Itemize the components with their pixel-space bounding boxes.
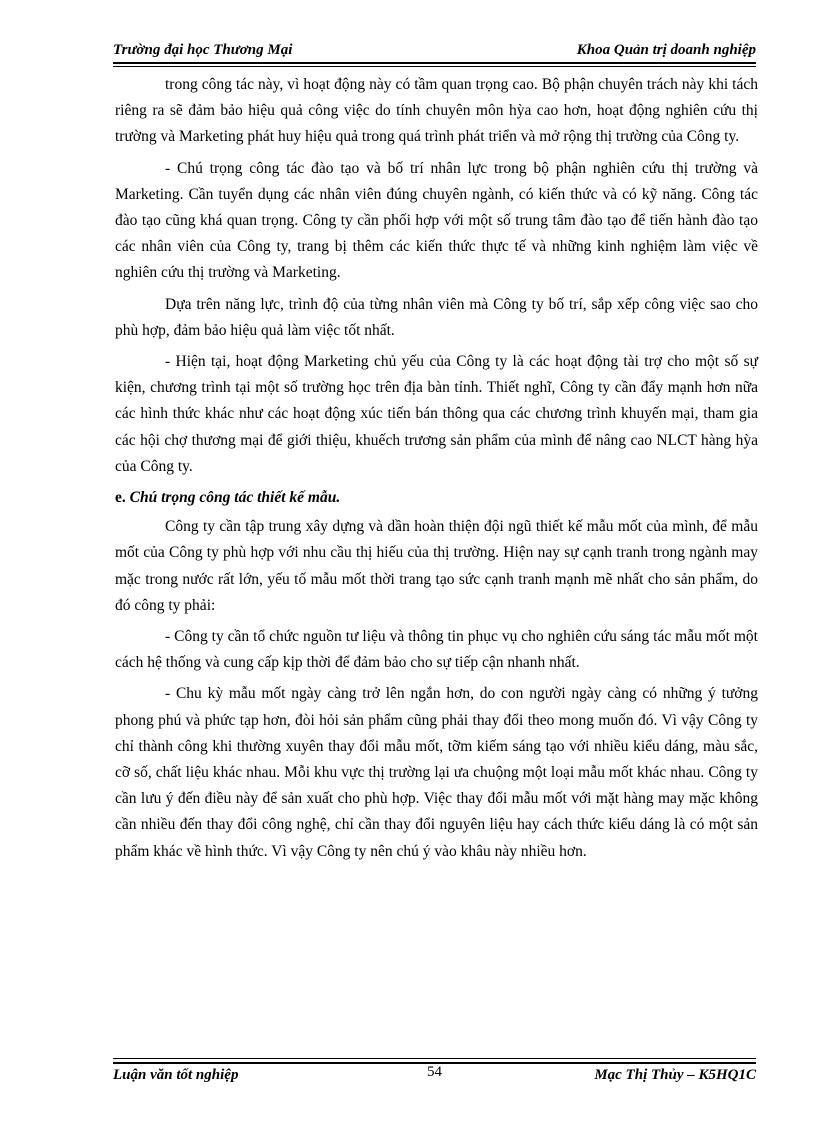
header-rule-thin (113, 66, 756, 67)
page-footer (113, 1058, 756, 1088)
page-header (113, 40, 756, 66)
paragraph-7: - Chu kỳ mẫu mốt ngày càng trở lên ngắn hơn, do con người ngày càng có những ý tưởng phong phú và phức tạp hơn, đòi hỏi sản phẩm cũng phải thay đổi theo mong muốn đó. Vì vậy Công ty chỉ thành công khi thường xuyên thay đổi mẫu mốt, tỡm kiếm sáng tạo với nhiều kiểu dáng, màu sắc, cỡ số, chất liệu khác nhau. Mỗi khu vực thị trường lại ưa chuộng một loại mẫu mốt khác nhau. Công ty cần lưu ý đến điều này để sản xuất cho phù hợp. Việc thay đổi mẫu mốt với mặt hàng may mặc không cần nhiều đến thay đổi công nghệ, chỉ cần thay đổi nguyên liệu hay cách thức kiểu dáng là có một sản phẩm khác về hình thức. Vì vậy Công ty nên chú ý vào khâu này nhiều hơn. (115, 685, 758, 860)
paragraph-2: - Chú trọng công tác đào tạo và bố trí nhân lực trong bộ phận nghiên cứu thị trường và Marketing. Cần tuyển dụng các nhân viên đúng chuyên ngành, có kiến thức và có kỹ năng. Công tác đào tạo cũng khá quan trọng. Công ty cần phối hợp với một số trung tâm đào tạo để tiến hành đào tạo các nhân viên của Công ty, trang bị thêm các kiến thức thực tế và những kinh nghiệm làm việc về nghiên cứu thị trường và Marketing. (115, 159, 758, 282)
footer-rule-thin (113, 1058, 756, 1059)
paragraph-3: Dựa trên năng lực, trình độ của từng nhân viên mà Công ty bố trí, sắp xếp công việc sao cho phù hợp, đảm bảo hiệu quả làm việc tốt nhất. (115, 295, 758, 339)
page-body (115, 72, 758, 870)
page-number: 54 (427, 1064, 442, 1080)
header-school-name: Trường đại học Thương Mại (113, 42, 293, 58)
header-rule-thick (113, 62, 756, 64)
paragraph-4: - Hiện tại, hoạt động Marketing chủ yếu của Công ty là các hoạt động tài trợ cho một số sự kiện, chương trình tại một số trường học trên địa bàn tỉnh. Thiết nghĩ, Công ty cần đẩy mạnh hơn nữa các hình thức khác như các hoạt động xúc tiến bán thông qua các chương trình khuyến mại, tham gia các hội chợ thương mại để giới thiệu, khuếch trương sản phẩm của mình để nâng cao NLCT hàng hỳa của Công ty. (115, 353, 758, 475)
paragraph-1: trong công tác này, vì hoạt động này có tầm quan trọng cao. Bộ phận chuyên trách này khi tách riêng ra sẽ đảm bảo hiệu quả công việc do tính chuyên môn hỳa cao hơn, hoạt động nghiên cứu thị trường và Marketing phát huy hiệu quả trong quá trình phát triển và mở rộng thị trường của Công ty. (115, 76, 758, 146)
paragraph-6: - Công ty cần tổ chức nguồn tư liệu và thông tin phục vụ cho nghiên cứu sáng tác mẫu mốt một cách hệ thống và cung cấp kịp thời để đảm bảo cho sự tiếp cận nhanh nhất. (115, 628, 758, 672)
paragraph-5: Công ty cần tập trung xây dựng và dần hoàn thiện đội ngũ thiết kế mẫu mốt của mình, để mẫu mốt của Công ty phù hợp với nhu cầu thị hiếu của thị trường. Hiện nay sự cạnh tranh trong ngành may mặc trong nước rất lớn, yếu tố mẫu mốt thời trang tạo sức cạnh tranh mạnh mẽ nhất cho sản phẩm, do đó công ty phải: (115, 518, 758, 614)
section-heading (115, 485, 758, 511)
header-faculty-name: Khoa Quản trị doanh nghiệp (576, 42, 756, 58)
section-heading-text: Chú trọng công tác thiết kế mẫu. (129, 489, 341, 507)
footer-thesis-label: Luận văn tốt nghiệp (113, 1067, 239, 1083)
footer-author: Mạc Thị Thủy – K5HQ1C (594, 1067, 756, 1083)
section-heading-prefix: e. (115, 489, 130, 507)
